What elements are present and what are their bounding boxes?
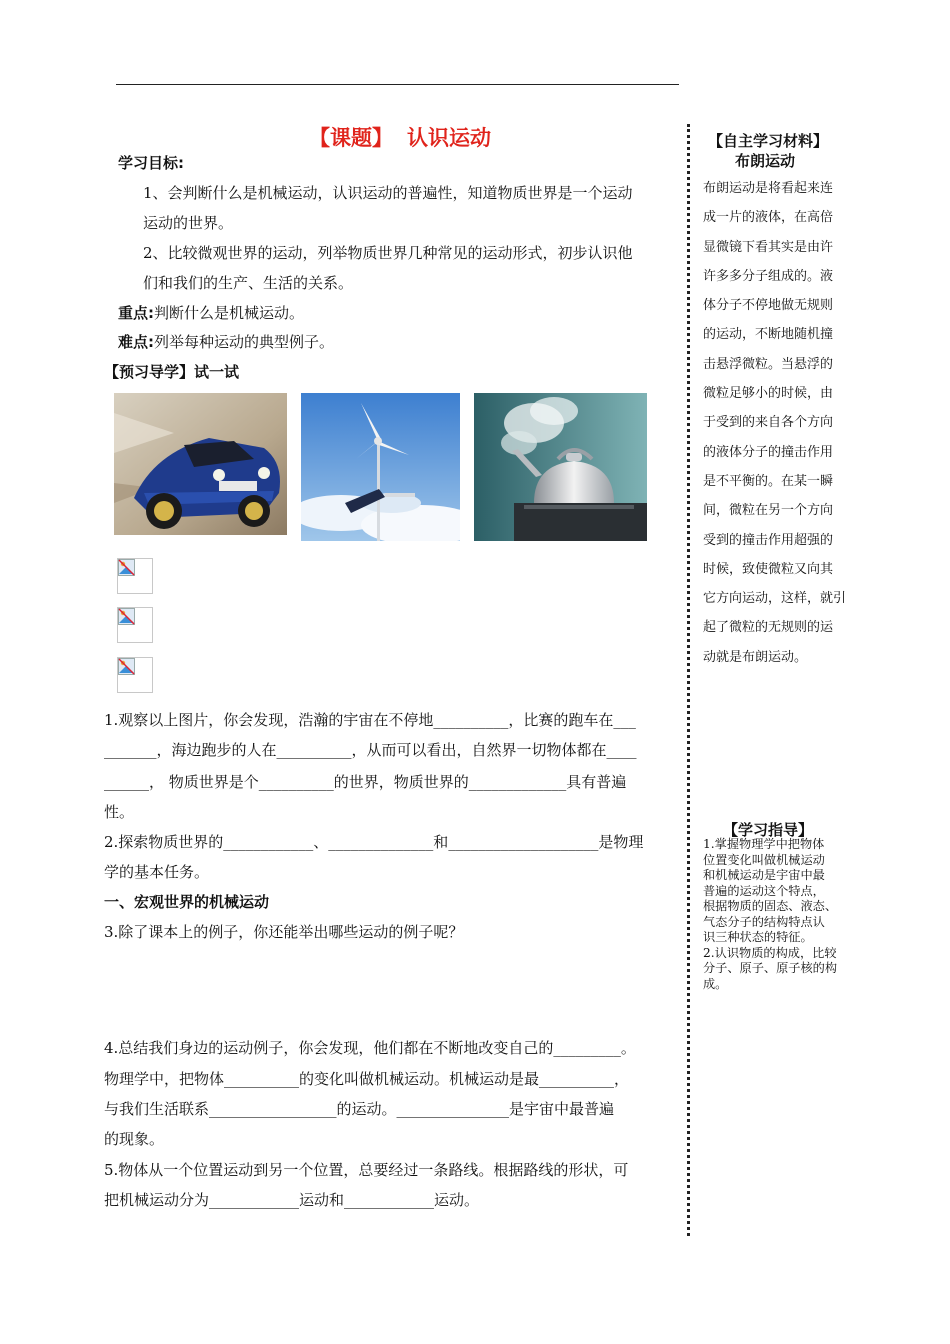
preview-heading: 【预习导学】试一试 (104, 363, 240, 381)
question-2-line-1: 2.探索物质世界的____________、______________和____________________是物理 (104, 833, 644, 851)
sidebar-brownian-line: 显微镜下看其实是由许 (703, 239, 834, 255)
question-1-line-2: _______，海边跑步的人在__________，从而可以看出，自然界一切物体都在____ (104, 741, 637, 759)
rally-car-icon (114, 393, 287, 535)
question-1-line-1: 1.观察以上图片，你会发现，浩瀚的宇宙在不停地__________，比赛的跑车在___ (104, 711, 636, 729)
objective-1-line-2: 运动的世界。 (143, 214, 234, 232)
sidebar-guide-line: 位置变化叫做机械运动 (703, 852, 825, 867)
section-heading-macro: 一、宏观世界的机械运动 (104, 893, 270, 911)
sidebar-brownian-line: 击悬浮微粒。当悬浮的 (703, 356, 834, 372)
sidebar-brownian-line: 布朗运动是将看起来连 (703, 181, 834, 196)
sidebar-guide-line: 普遍的运动这个特点， (703, 883, 825, 898)
sidebar-brownian-text (703, 174, 853, 672)
difficult-text: 列举每种运动的典型例子。 (154, 333, 335, 351)
key-point (118, 298, 304, 328)
key-text: 判断什么是机械运动。 (154, 304, 305, 322)
question-5-line-1: 5.物体从一个位置运动到另一个位置，总要经过一条路线。根据路线的形状，可 (104, 1161, 629, 1179)
difficult-label: 难点: (118, 333, 154, 351)
title-main: 认识运动 (407, 126, 491, 150)
broken-image-icon (117, 558, 153, 594)
question-2-line-2: 学的基本任务。 (104, 863, 210, 881)
question-4-line-1: 4.总结我们身边的运动例子，你会发现，他们都在不断地改变自己的_________。 (104, 1039, 636, 1057)
sidebar-brownian-line: 的液体分子的撞击作用 (703, 444, 834, 460)
question-4-line-3: 与我们生活联系_________________的运动。_______________是宇宙中最普遍 (104, 1100, 615, 1118)
objective-2-line-1: 2、比较微观世界的运动，列举物质世界几种常见的运动形式，初步认识他 (143, 244, 633, 262)
question-4-line-2: 物理学中，把物体__________的变化叫做机械运动。机械运动是最__________， (104, 1070, 630, 1088)
sidebar-brownian-line: 起了微粒的无规则的运 (703, 620, 834, 636)
sidebar-guide-line: 和机械运动是宇宙中最 (703, 868, 825, 882)
sidebar-brownian-line: 间，微粒在另一个方向 (703, 503, 834, 519)
sidebar-brownian-line: 它方向运动，这样，就引 (703, 591, 847, 607)
sidebar-brownian-line: 是不平衡的。在某一瞬 (703, 473, 834, 489)
sidebar-guide-line: 分子、原子、原子核的构 (703, 961, 838, 975)
sidebar-guide-line: 成。 (703, 976, 728, 991)
key-label: 重点: (118, 304, 154, 322)
sidebar-guide-line: 1.掌握物理学中把物体 (703, 837, 825, 851)
question-4-line-4: 的现象。 (104, 1130, 165, 1148)
sidebar-brownian-heading: 布朗运动 (735, 152, 796, 170)
steaming-kettle-photo (474, 393, 647, 541)
sidebar-guide-line: 气态分子的结构特点认 (703, 914, 825, 929)
rally-car-photo (114, 393, 287, 535)
wind-turbine-photo (301, 393, 460, 541)
sidebar-learning-guide-text (703, 837, 853, 992)
broken-image-icon (117, 657, 153, 693)
sidebar-brownian-line: 受到的撞击作用超强的 (703, 532, 834, 548)
question-1-line-3: ______， 物质世界是个__________的世界，物质世界的_____________具有普遍 (104, 773, 627, 791)
sidebar-guide-line: 根据物质的固态、液态、 (703, 899, 838, 913)
sidebar-brownian-line: 动就是布朗运动。 (703, 649, 808, 665)
sidebar-study-material-heading: 【自主学习材料】 (708, 132, 829, 150)
kettle-icon (474, 393, 647, 541)
column-divider (687, 124, 690, 1236)
broken-image-icon (117, 607, 153, 643)
sidebar-brownian-line: 时候，致使微粒又向其 (703, 561, 834, 577)
sidebar-guide-line: 识三种状态的特征。 (703, 930, 813, 944)
objective-2-line-2: 们和我们的生产、生活的关系。 (143, 274, 354, 292)
sidebar-brownian-line: 于受到的来自各个方向 (703, 415, 834, 431)
sidebar-guide-line: 2.认识物质的构成，比较 (703, 945, 837, 960)
difficult-point (118, 327, 334, 357)
sidebar-learning-guide-heading: 【学习指导】 (723, 821, 814, 839)
sidebar-brownian-line: 微粒足够小的时候，由 (703, 386, 834, 402)
header-rule (116, 84, 679, 85)
wind-turbine-icon (301, 393, 460, 541)
question-3-line-1: 3.除了课本上的例子，你还能举出哪些运动的例子呢？ (104, 923, 464, 941)
sidebar-brownian-line: 的运动，不断地随机撞 (703, 327, 834, 343)
page-title (300, 122, 500, 152)
objectives-heading: 学习目标: (118, 154, 184, 172)
question-5-line-2: 把机械运动分为____________运动和____________运动。 (104, 1191, 480, 1209)
sidebar-brownian-line: 体分子不停地做无规则 (703, 298, 834, 314)
objective-1-line-1: 1、会判断什么是机械运动，认识运动的普遍性，知道物质世界是一个运动 (143, 184, 633, 202)
title-bracket: 【课题】 (309, 126, 393, 150)
question-1-line-4: 性。 (104, 803, 135, 821)
sidebar-brownian-line: 成一片的液体，在高倍 (703, 210, 834, 226)
sidebar-brownian-line: 许多多分子组成的。液 (703, 268, 834, 284)
